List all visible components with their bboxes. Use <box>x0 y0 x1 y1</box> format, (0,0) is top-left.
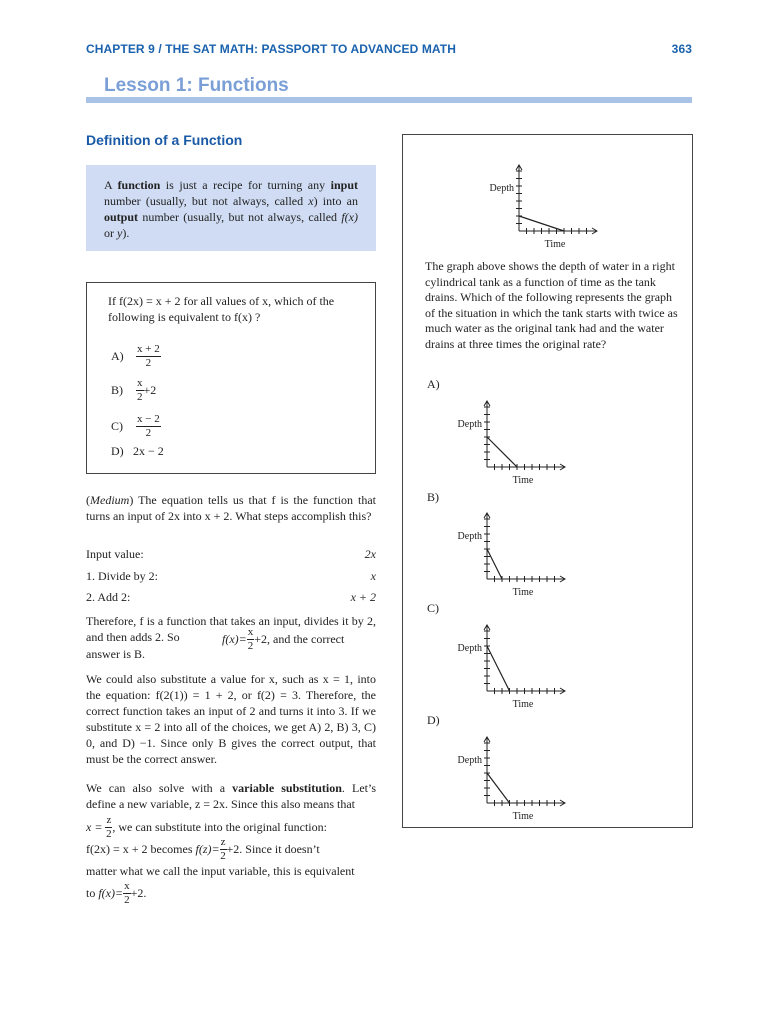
depth-label: Depth <box>457 643 482 654</box>
graph-choice-d[interactable] <box>449 729 569 825</box>
depth-line <box>487 437 517 467</box>
graph-choice-a-label[interactable]: A) <box>427 377 440 391</box>
time-label: Time <box>544 239 566 250</box>
choice-d[interactable]: D) 2x − 2 <box>111 444 164 458</box>
choice-c[interactable]: C) $\frac{x - 2}{2}$ <box>111 413 160 439</box>
graph-choice-b[interactable] <box>449 505 569 601</box>
substitution-line-4: to f(x)= $\frac{x}{2}$ +2. <box>86 880 147 906</box>
chapter-title: CHAPTER 9 / THE SAT MATH: PASSPORT TO ADVANCED MATH <box>86 42 456 56</box>
lesson-title: Lesson 1: Functions <box>104 75 289 96</box>
question-text: If f(2x) = x + 2 for all values of x, which of the following is equivalent to f(x) ? <box>108 294 335 324</box>
step-row-divide: 1. Divide by 2: x <box>86 569 376 583</box>
explanation-variable-substitution: We can also solve with a variable substitution. Let’s define a new variable, z = 2x. Since this also means that <box>86 781 376 811</box>
definition-box <box>86 165 376 251</box>
time-label: Time <box>512 587 534 598</box>
original-graph <box>481 147 601 253</box>
choice-a[interactable]: A) $\frac{x + 2}{2}$ <box>111 343 160 369</box>
section-title: Definition of a Function <box>86 132 243 148</box>
depth-line <box>487 646 510 691</box>
depth-label: Depth <box>457 419 482 430</box>
step-row-input: Input value: 2x <box>86 547 376 561</box>
title-rule <box>86 97 692 103</box>
depth-label: Depth <box>457 531 482 542</box>
time-label: Time <box>512 475 534 486</box>
step-row-add: 2. Add 2: x + 2 <box>86 590 376 604</box>
question-box <box>86 282 376 474</box>
time-label: Time <box>512 811 534 822</box>
depth-line <box>487 773 510 803</box>
substitution-line-2: f(2x) = x + 2 becomes f(z)= $\frac{z}{2}$ +2. Since it doesn’t <box>86 836 320 862</box>
explanation-answer: answer is B. <box>86 647 145 661</box>
page-number: 363 <box>671 42 692 56</box>
choice-b[interactable]: B) $\frac{x}{2}$ +2 <box>111 377 157 403</box>
graph-choice-a[interactable] <box>449 393 569 489</box>
graph-choice-c-label[interactable]: C) <box>427 601 439 615</box>
explanation-intro: (Medium) The equation tells us that f is the function that turns an input of 2x into x + 2. What steps accomplish this? <box>86 493 376 523</box>
depth-label: Depth <box>457 755 482 766</box>
depth-label: Depth <box>489 183 514 194</box>
time-label: Time <box>512 699 534 710</box>
graph-question-text: The graph above shows the depth of water in a right cylindrical tank as a function of time as the tank drains. Which of the following represents the graph of the situation in which the tank starts with twice as much water as the original tank had and the water drains at three times the original rate? <box>425 259 678 351</box>
explanation-therefore: Therefore, f is a function that takes an input, divides it by 2, and then adds 2. So <box>86 614 376 644</box>
substitution-line-1: x = $\frac{z}{2}$ , we can substitute into the original function: <box>86 814 327 840</box>
substitution-line-3: matter what we call the input variable, this is equivalent <box>86 864 355 878</box>
graph-choice-c[interactable] <box>449 617 569 713</box>
graph-question-box <box>402 134 693 828</box>
definition-text: A function is just a recipe for turning any input number (usually, but not always, called x) into an output number (usually, but not always, called f(x) or y). <box>104 178 358 240</box>
formula-fx: f(x)= $\frac{x}{2}$ +2, and the correct <box>222 626 345 652</box>
running-header <box>86 42 692 56</box>
graph-choice-b-label[interactable]: B) <box>427 490 439 504</box>
graph-choice-d-label[interactable]: D) <box>427 713 440 727</box>
explanation-substitute: We could also substitute a value for x, such as x = 1, into the equation: f(2(1)) = 1 + 2, or f(2) = 3. Therefore, the correct function takes an input of 2 and turns it into 3. If we substitute x = 2 into all of the choices, we get A) 2, B) 3, C) 0, and D) −1. Since only B gives the correct output, that must be the correct answer. <box>86 672 376 766</box>
